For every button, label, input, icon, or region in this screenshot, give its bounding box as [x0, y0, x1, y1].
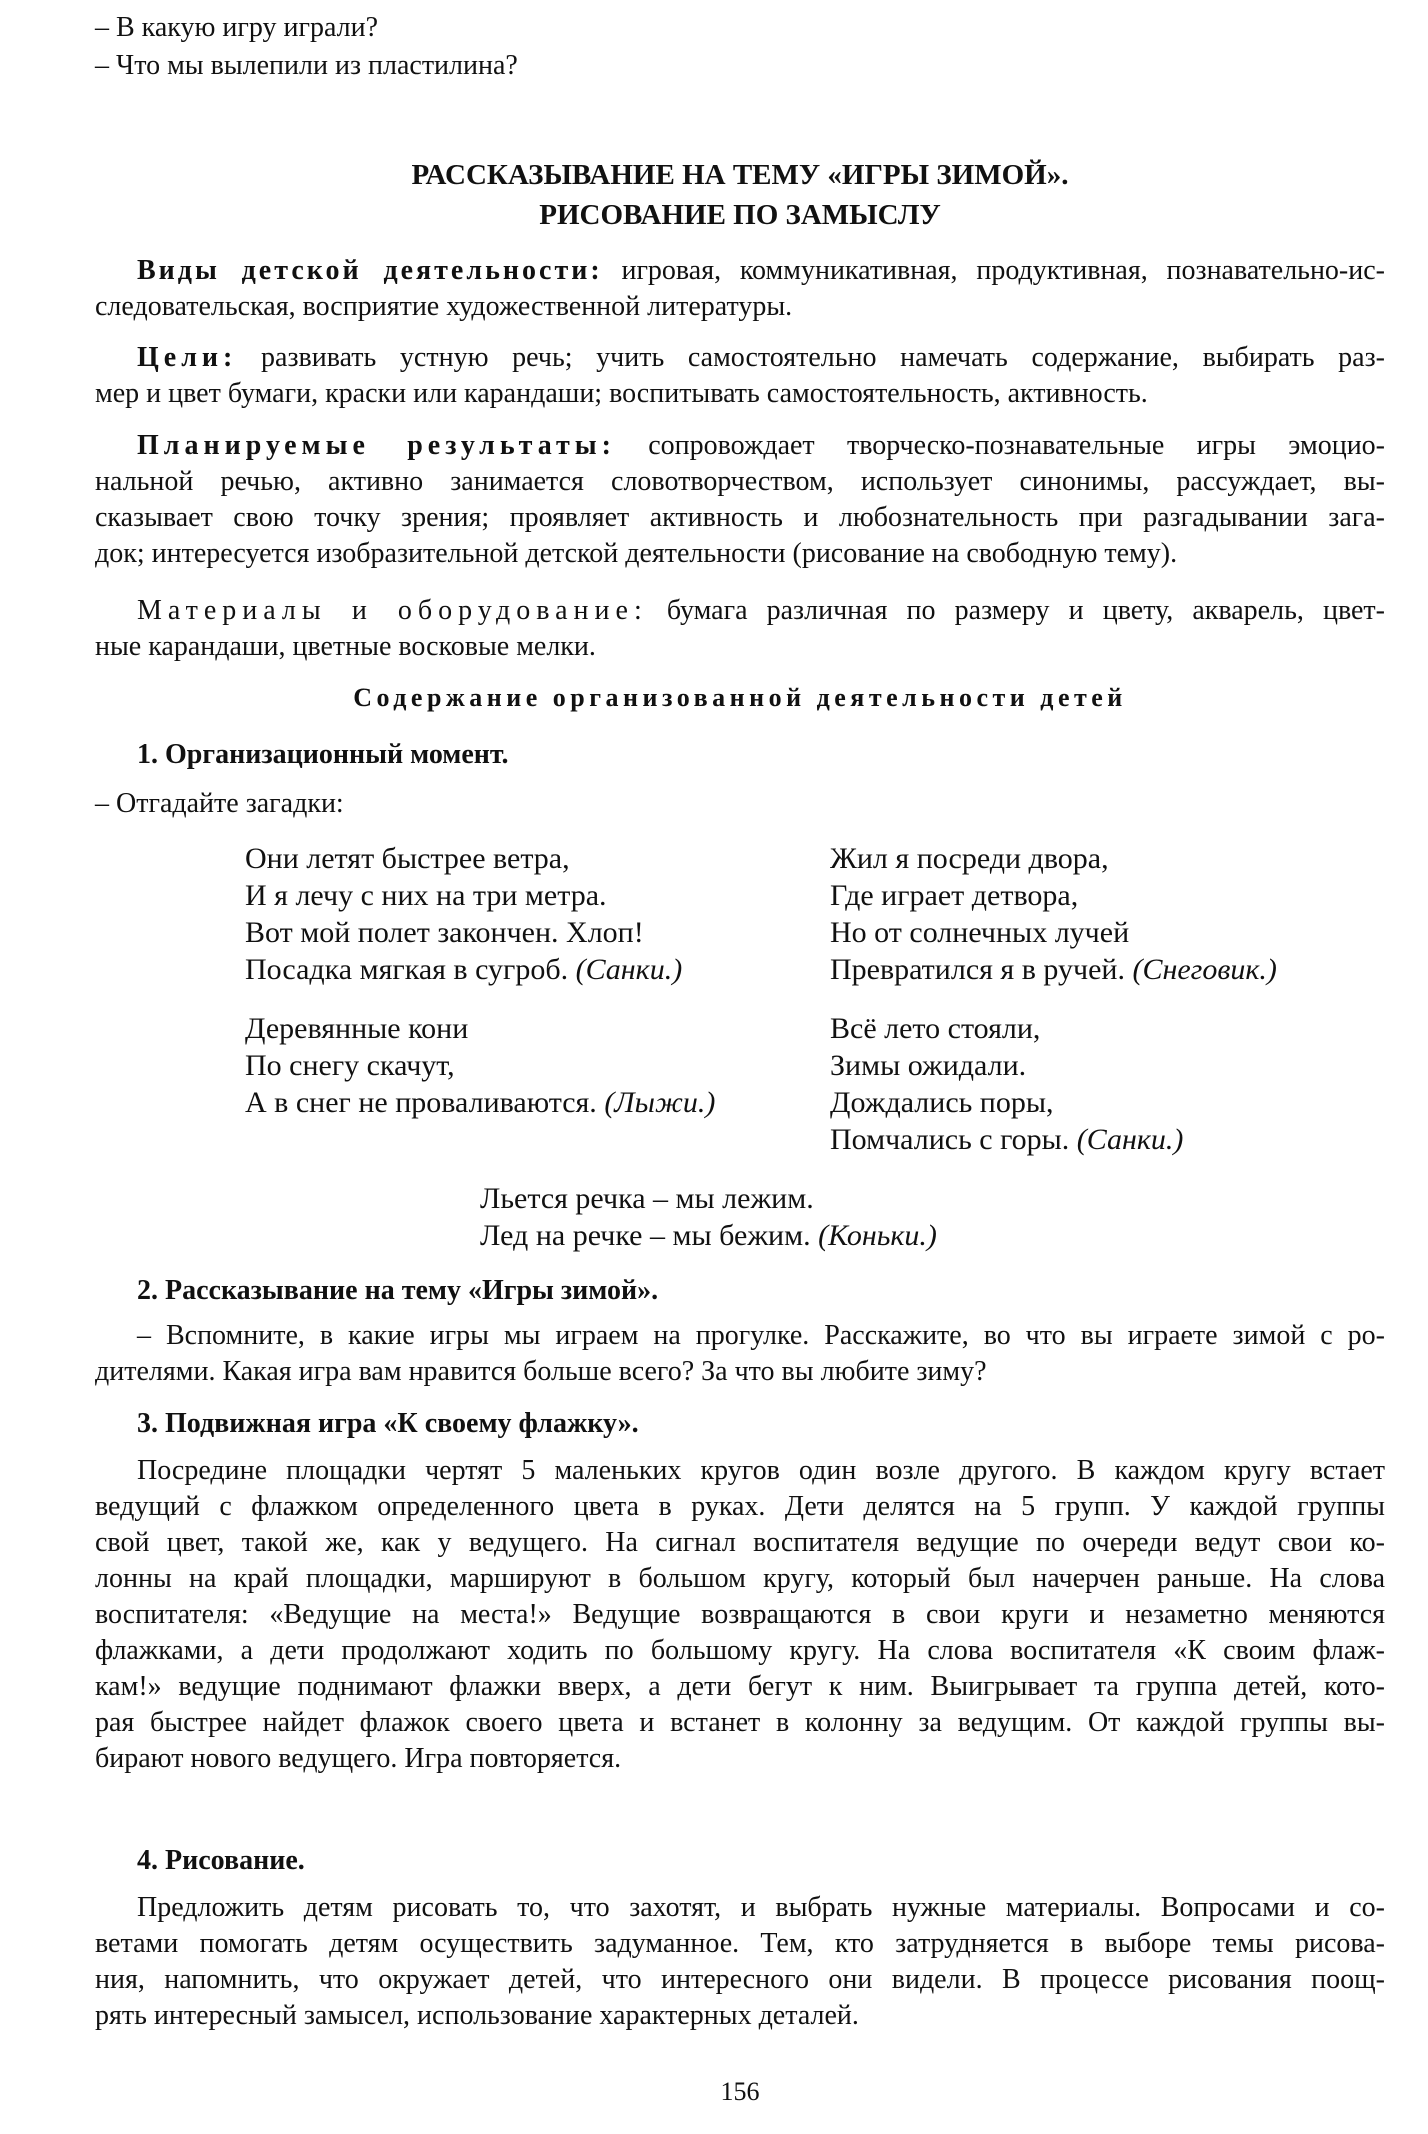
- content-heading: Содержание организованной деятельности детей: [353, 683, 1127, 712]
- intro-question: – В какую игру играли?: [95, 12, 379, 43]
- title-line: РАССКАЗЫВАНИЕ НА ТЕМУ «ИГРЫ ЗИМОЙ».: [411, 159, 1069, 191]
- section-2-heading: 2. Рассказывание на тему «Игры зимой».: [137, 1275, 659, 1306]
- riddle-answer: (Снеговик.): [1132, 953, 1277, 986]
- page-title: [95, 155, 1385, 235]
- materials-label: Материалы и оборудование:: [137, 595, 648, 626]
- intro-question: – Что мы вылепили из пластилина?: [95, 50, 518, 81]
- riddle-answer: (Санки.): [1076, 1123, 1184, 1156]
- planned-results-label: Планируемые результаты:: [137, 430, 616, 461]
- section-1-heading: 1. Организационный момент.: [137, 739, 509, 770]
- riddle-block: Всё лето стояли, Зимы ожидали. Дождались поры, Помчались с горы. (Санки.): [830, 1012, 1184, 1156]
- riddle-answer: (Лыжи.): [604, 1086, 716, 1119]
- activity-kinds-label: Виды детской деятельности:: [137, 255, 603, 286]
- section-3-paragraph: Посредине площадки чертят 5 маленьких кругов один возле другого. В каждом кругу встает ведущий с флажком определенного цвета в руках. Дети делятся на 5 групп. У каждой группы свой цвет, такой же, как у ведущего. На сигнал воспитателя ведущие по очереди ведут свои ко- лонны на край площадки, маршируют в большом кругу, который был начерчен раньше. На слова воспитателя: «Ведущие на места!» Ведущие возвращаются в свои круги и незаметно меняются флажками, а дети продолжают ходить по большому кругу. На слова воспитателя «К своим флаж- кам!» ведущие поднимают флажки вверх, а дети бегут к ним. Выигрывает та группа детей, кото- рая быстрее найдет флажок своего цвета и встанет в колонну за ведущим. От каждой группы вы- бирают нового ведущего. Игра повторяется.: [95, 1455, 1385, 1774]
- riddle-block: Деревянные кони По снегу скачут, А в снег не проваливаются. (Лыжи.): [245, 1012, 716, 1119]
- page-number: 156: [720, 2077, 760, 2106]
- section-3-heading: 3. Подвижная игра «К своему флажку».: [137, 1408, 639, 1439]
- riddle-answer: (Коньки.): [818, 1219, 937, 1252]
- activity-kinds-paragraph: Виды детской деятельности: игровая, коммуникативная, продуктивная, познавательно-ис- следовательская, восприятие художественной литературы.: [95, 255, 1385, 322]
- title-line: РИСОВАНИЕ ПО ЗАМЫСЛУ: [539, 199, 941, 231]
- goals-paragraph: Цели: развивать устную речь; учить самостоятельно намечать содержание, выбирать раз- мер и цвет бумаги, краски или карандаши; воспитывать самостоятельность, активность.: [95, 342, 1385, 409]
- riddle-block: Они летят быстрее ветра, И я лечу с них на три метра. Вот мой полет закончен. Хлоп! Посадка мягкая в сугроб. (Санки.): [245, 842, 683, 986]
- riddles-prompt: – Отгадайте загадки:: [95, 788, 344, 819]
- section-4-paragraph: Предложить детям рисовать то, что захотят, и выбрать нужные материалы. Вопросами и со- ветами помогать детям осуществить задуманное. Тем, кто затрудняется в выборе темы рисова- ния, напомнить, что окружает детей, что интересного они видели. В процессе рисования поощ- рять интересный замысел, использование характерных деталей.: [95, 1892, 1385, 2031]
- section-2-paragraph: – Вспомните, в какие игры мы играем на прогулке. Расскажите, во что вы играете зимой с ро- дителями. Какая игра вам нравится больше всего? За что вы любите зиму?: [95, 1320, 1385, 1387]
- materials-paragraph: Материалы и оборудование: бумага различная по размеру и цвету, акварель, цвет- ные карандаши, цветные восковые мелки.: [95, 595, 1385, 662]
- planned-results-paragraph: Планируемые результаты: сопровождает творческо-познавательные игры эмоцио- нальной речью, активно занимается словотворчеством, использует синонимы, рассуждает, вы- сказывает свою точку зрения; проявляет активность и любознательность при разгадывании зага- док; интересуется изобразительной детской деятельности (рисование на свободную тему).: [95, 430, 1385, 569]
- riddle-answer: (Санки.): [575, 953, 683, 986]
- goals-label: Цели:: [137, 342, 238, 373]
- riddle-block: Жил я посреди двора, Где играет детвора, Но от солнечных лучей Превратился я в ручей. (Снеговик.): [830, 842, 1277, 986]
- section-4-heading: 4. Рисование.: [137, 1845, 305, 1876]
- riddle-block: Льется речка – мы лежим. Лед на речке – мы бежим. (Коньки.): [480, 1182, 937, 1252]
